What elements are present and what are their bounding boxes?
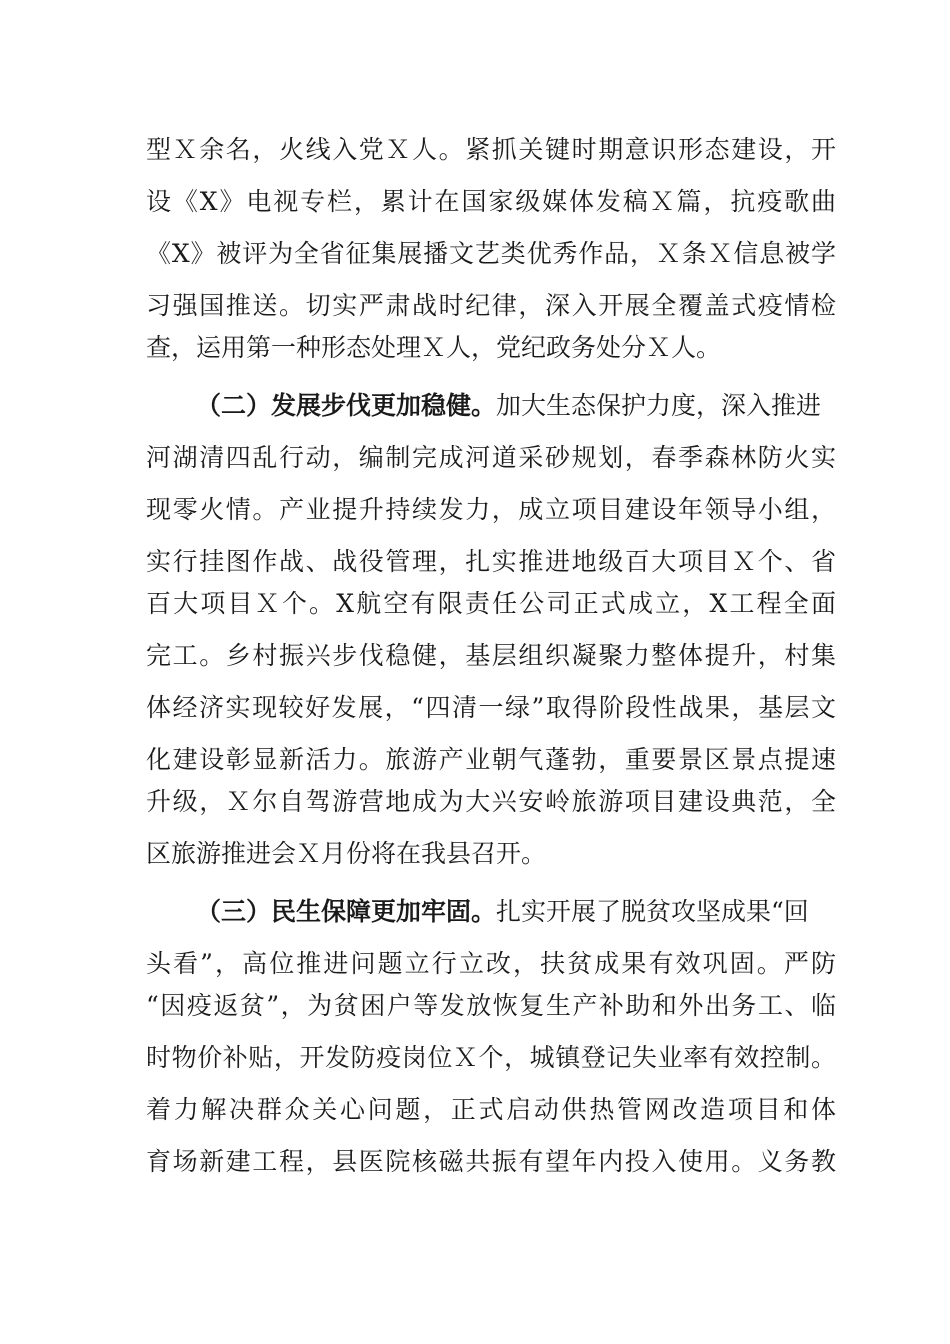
paragraph-3-line-1-text: 扎实开展了脱贫攻坚成果“回 xyxy=(496,897,809,926)
paragraph-2-line-6: 完工。乡村振兴步伐稳健，基层组织凝聚力整体提升，村集 xyxy=(146,641,836,670)
section-heading-3: （三）民生保障更加牢固。 xyxy=(196,897,497,926)
paragraph-2-line-8: 化建设彰显新活力。旅游产业朝气蓬勃，重要景区景点提速 xyxy=(146,745,836,774)
paragraph-1-line-5: 查，运用第一种形态处理Ｘ人，党纪政务处分Ｘ人。 xyxy=(146,333,722,362)
paragraph-3-line-1 xyxy=(196,886,836,938)
paragraph-3-line-5: 着力解决群众关心问题，正式启动供热管网改造项目和体 xyxy=(146,1095,836,1124)
paragraph-1-line-4: 习强国推送。切实严肃战时纪律，深入开展全覆盖式疫情检 xyxy=(146,291,836,320)
paragraph-1-line-3: 《X》被评为全省征集展播文艺类优秀作品，Ｘ条Ｘ信息被学 xyxy=(146,239,836,268)
paragraph-2-line-5: 百大项目Ｘ个。X航空有限责任公司正式成立，X工程全面 xyxy=(146,589,836,618)
paragraph-2-line-10: 区旅游推进会Ｘ月份将在我县召开。 xyxy=(146,839,547,868)
paragraph-3-line-6: 育场新建工程，县医院核磁共振有望年内投入使用。义务教 xyxy=(146,1147,836,1176)
paragraph-2-line-1-text: 加大生态保护力度，深入推进 xyxy=(496,391,822,420)
paragraph-2-line-1 xyxy=(196,380,836,432)
section-heading-2: （二）发展步伐更加稳健。 xyxy=(196,391,497,420)
paragraph-2-line-7: 体经济实现较好发展，“四清一绿”取得阶段性战果，基层文 xyxy=(146,693,836,722)
paragraph-2-line-3: 现零火情。产业提升持续发力，成立项目建设年领导小组， xyxy=(146,495,836,524)
paragraph-3-line-2: 头看”，高位推进问题立行立改，扶贫成果有效巩固。严防 xyxy=(146,949,836,978)
paragraph-2-line-2: 河湖清四乱行动，编制完成河道采砂规划，春季森林防火实 xyxy=(146,443,836,472)
paragraph-2-line-9: 升级，Ｘ尔自驾游营地成为大兴安岭旅游项目建设典范，全 xyxy=(146,787,836,816)
paragraph-3-line-3: “因疫返贫”，为贫困户等发放恢复生产补助和外出务工、临 xyxy=(146,991,836,1020)
paragraph-1-line-1: 型Ｘ余名，火线入党Ｘ人。紧抓关键时期意识形态建设，开 xyxy=(146,135,836,164)
paragraph-2-line-4: 实行挂图作战、战役管理，扎实推进地级百大项目Ｘ个、省 xyxy=(146,547,836,576)
paragraph-1-line-2: 设《X》电视专栏，累计在国家级媒体发稿Ｘ篇，抗疫歌曲 xyxy=(146,187,836,216)
paragraph-3-line-4: 时物价补贴，开发防疫岗位Ｘ个，城镇登记失业率有效控制。 xyxy=(146,1043,836,1072)
